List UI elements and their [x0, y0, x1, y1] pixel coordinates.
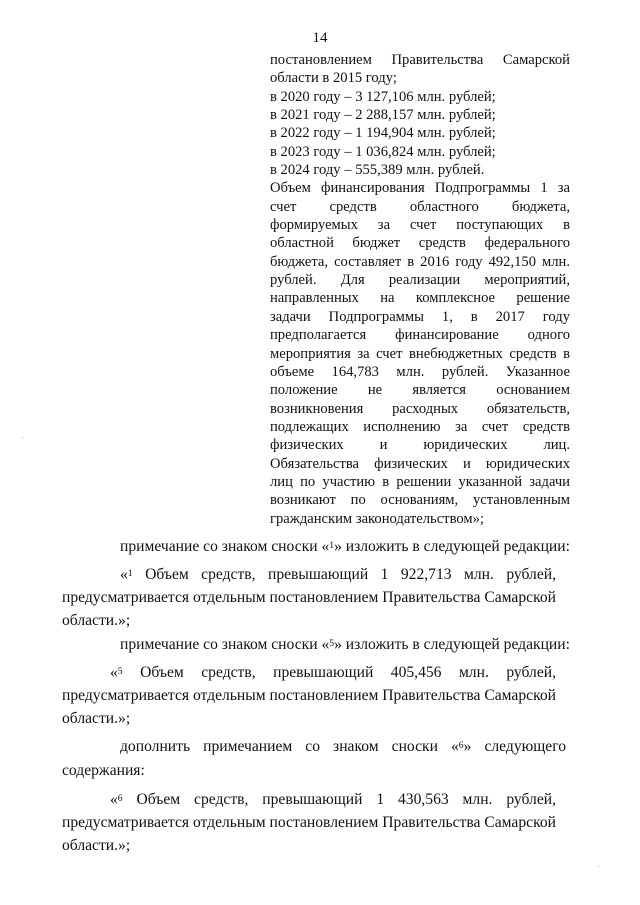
cell-line: подлежащих исполнению за счет средств — [270, 418, 570, 435]
cell-line: мероприятия за счет внебюджетных средств в — [270, 345, 570, 362]
cell-line: лиц по участию в решении указанной задачи — [270, 473, 570, 490]
note-1-instruction: примечание со знаком сноски «$^1$» изложить в следующей редакции: — [120, 538, 570, 555]
scan-dot — [22, 437, 23, 438]
cell-line: предполагается финансирование одного — [270, 327, 570, 344]
cell-line: физических и юридических лиц. — [270, 437, 570, 454]
note-6-instruction-line-2: содержания: — [62, 762, 145, 779]
note-6-text-line-2: предусматривается отдельным постановлением Правительства Самарской — [62, 814, 556, 831]
note-6-text-line-3: области.»; — [62, 837, 131, 854]
note-5-instruction: примечание со знаком сноски «$^5$» изложить в следующей редакции: — [120, 636, 570, 653]
cell-line: рублей. Для реализации мероприятий, — [270, 272, 570, 289]
footnote-mark: 6 — [458, 739, 464, 751]
cell-line: области в 2015 году; — [270, 70, 397, 87]
cell-line: направленных на комплексное решение — [270, 290, 570, 307]
cell-line: в 2024 году – 555,389 млн. рублей. — [270, 162, 485, 179]
footnote-mark: 6 — [117, 792, 123, 804]
note-1-text-line-3: области.»; — [62, 612, 131, 629]
cell-line: положение не является основанием — [270, 382, 570, 399]
cell-line: формируемых за счет поступающих в — [270, 217, 570, 234]
scan-dot — [598, 866, 599, 867]
note-6-instruction-line-1: дополнить примечанием со знаком сноски «$^6$» следующего — [120, 738, 566, 755]
cell-line: объеме 164,783 млн. рублей. Указанное — [270, 363, 570, 380]
footnote-mark: 1 — [127, 567, 133, 579]
footnote-mark: 1 — [329, 539, 335, 551]
cell-line: в 2020 году – 3 127,106 млн. рублей; — [270, 88, 496, 105]
note-5-text-line-1: «$^5$ Объем средств, превышающий 405,456 млн. рублей, — [110, 664, 556, 681]
note-1-text-line-2: предусматривается отдельным постановлением Правительства Самарской — [62, 589, 556, 606]
cell-line: гражданским законодательством»; — [270, 510, 484, 527]
cell-line: в 2021 году – 2 288,157 млн. рублей; — [270, 107, 496, 124]
note-6-text-line-1: «$^6$ Объем средств, превышающий 1 430,563 млн. рублей, — [110, 791, 556, 808]
cell-line: бюджета, составляет в 2016 году 492,150 млн. — [270, 253, 570, 270]
cell-line: счет средств областного бюджета, — [270, 198, 570, 215]
cell-line: в 2023 году – 1 036,824 млн. рублей; — [270, 143, 496, 160]
page-number: 14 — [312, 30, 328, 46]
cell-line: Объем финансирования Подпрограммы 1 за — [270, 180, 570, 197]
note-5-text-line-3: области.»; — [62, 710, 131, 727]
cell-line: областной бюджет средств федерального — [270, 235, 570, 252]
footnote-mark: 5 — [117, 665, 123, 677]
note-1-text-line-1: «$^1$ Объем средств, превышающий 1 922,713 млн. рублей, — [120, 566, 556, 583]
cell-line: возникновения расходных обязательств, — [270, 400, 570, 417]
cell-line: возникают по основаниям, установленным — [270, 492, 570, 509]
cell-line: постановлением Правительства Самарской — [270, 52, 570, 68]
cell-line: задачи Подпрограммы 1, в 2017 году — [270, 308, 570, 325]
cell-line: Обязательства физических и юридических — [270, 455, 570, 472]
table-cell-text — [270, 51, 570, 528]
note-5-text-line-2: предусматривается отдельным постановлением Правительства Самарской — [62, 687, 556, 704]
cell-line: в 2022 году – 1 194,904 млн. рублей; — [270, 125, 496, 142]
footnote-mark: 5 — [329, 637, 335, 649]
